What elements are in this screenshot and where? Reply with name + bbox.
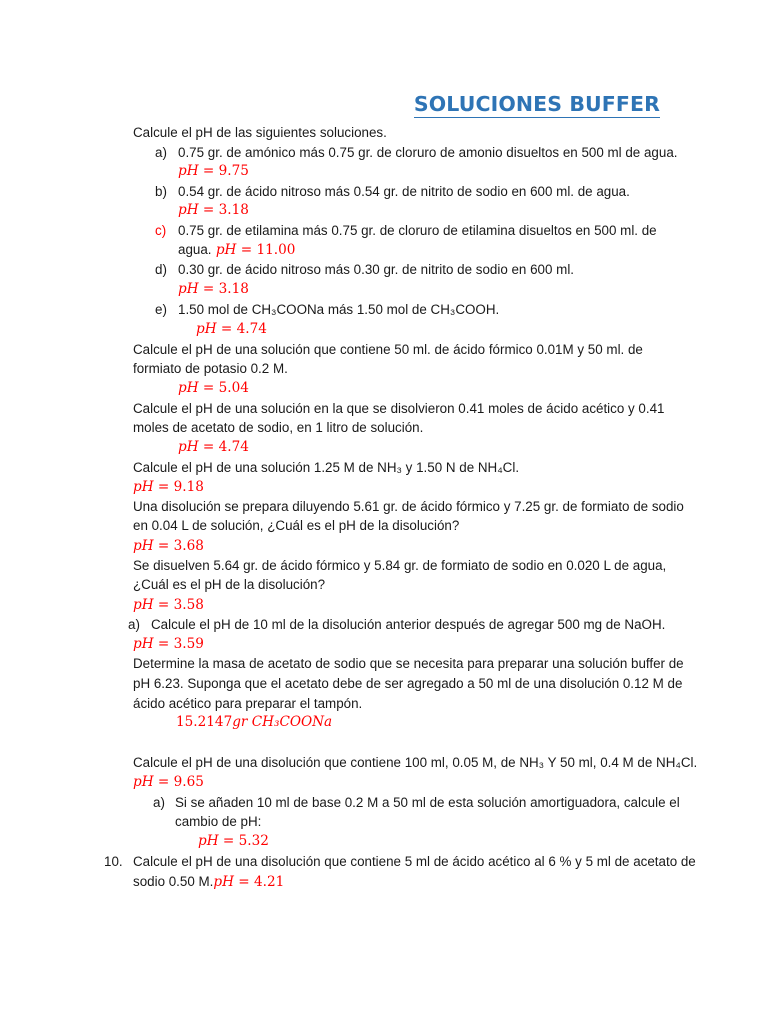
q6a-answer-value: = 3.59: [157, 636, 204, 652]
q7-line3: ácido acético para preparar el tampón.: [133, 696, 363, 711]
q1a-answer-var: pH: [178, 163, 199, 179]
q2-answer: [178, 379, 249, 398]
q1e-answer-var: pH: [196, 321, 217, 337]
q1c-answer-var: pH: [215, 242, 237, 258]
q5-line2: en 0.04 L de solución, ¿Cuál es el pH de la disolución?: [133, 518, 460, 533]
q8-answer-value: = 9.65: [157, 774, 204, 790]
q1d-answer: [178, 280, 249, 299]
q5-answer-var: pH: [133, 538, 154, 554]
q8-line1: Calcule el pH de una disolución que contiene 100 ml, 0.05 M, de NH₃ Y 50 ml, 0.4 M de NH₄Cl.: [133, 755, 698, 770]
q1d-answer-value: = 3.18: [202, 281, 249, 297]
q10-line2-text: sodio 0.50 M.: [133, 874, 214, 889]
q6a-text: Calcule el pH de 10 ml de la disolución anterior después de agregar 500 mg de NaOH.: [151, 617, 666, 632]
q7-line2: pH 6.23. Suponga que el acetato debe de ser agregado a 50 ml de una disolución 0.12 M de: [133, 676, 683, 691]
q6a-label: a): [128, 617, 140, 632]
q7-answer: [176, 713, 332, 732]
q4-line1: Calcule el pH de una solución 1.25 M de NH₃ y 1.50 N de NH₄Cl.: [133, 460, 520, 475]
q2-answer-value: = 5.04: [202, 380, 249, 396]
q3-answer-var: pH: [178, 439, 199, 455]
q1e-answer: [196, 320, 267, 339]
q2-line2: formiato de potasio 0.2 M.: [133, 361, 288, 376]
q5-answer: [133, 537, 204, 556]
q1d-answer-var: pH: [178, 281, 199, 297]
q1b-answer-var: pH: [178, 202, 199, 218]
q8-answer-var: pH: [133, 774, 154, 790]
q1b-answer: [178, 201, 249, 220]
q1e-answer-value: = 4.74: [220, 321, 267, 337]
q1c-answer-value: = 11.00: [240, 242, 296, 258]
q1e-label: e): [155, 302, 167, 317]
q10-answer-value: = 4.21: [238, 874, 285, 890]
q1a-answer-value: = 9.75: [202, 163, 249, 179]
q6-line2: ¿Cuál es el pH de la disolución?: [133, 577, 326, 592]
q8a-line2: cambio de pH:: [175, 814, 262, 829]
q6-line1: Se disuelven 5.64 gr. de ácido fórmico y 5.84 gr. de formiato de sodio en 0.020 L de agua,: [133, 558, 667, 573]
q1a-label: a): [155, 145, 167, 160]
document-title: SOLUCIONES BUFFER: [413, 92, 660, 116]
q6-answer-value: = 3.58: [157, 597, 204, 613]
q6a-answer: [133, 635, 204, 654]
q1c-answer: [212, 242, 296, 258]
q10-line1: Calcule el pH de una disolución que contiene 5 ml de ácido acético al 6 % y 5 ml de acetato de: [133, 854, 696, 869]
q1-stem: Calcule el pH de las siguientes soluciones.: [133, 125, 387, 140]
q10-answer: [213, 874, 284, 890]
q3-answer-value: = 4.74: [202, 439, 249, 455]
q1a-text: 0.75 gr. de amónico más 0.75 gr. de cloruro de amonio disueltos en 500 ml de agua.: [178, 145, 678, 160]
q1b-answer-value: = 3.18: [202, 202, 249, 218]
q5-answer-value: = 3.68: [157, 538, 204, 554]
q7-answer-number: 15.2147: [176, 714, 233, 730]
q1c-label: c): [155, 223, 167, 238]
q5-line1: Una disolución se prepara diluyendo 5.61 gr. de ácido fórmico y 7.25 gr. de formiato de sodio: [133, 499, 684, 514]
q4-answer-value: = 9.18: [157, 479, 204, 495]
q7-answer-formula: CH₃COONa: [251, 714, 333, 730]
q1c-text-line2-text: agua.: [178, 242, 212, 257]
q1d-text: 0.30 gr. de ácido nitroso más 0.30 gr. de nitrito de sodio en 600 ml.: [178, 262, 575, 277]
q1b-label: b): [155, 184, 167, 199]
q8a-label: a): [153, 795, 165, 810]
q6-answer-var: pH: [133, 597, 154, 613]
q4-answer-var: pH: [133, 479, 154, 495]
q10-answer-var: pH: [213, 874, 234, 890]
q3-line1: Calcule el pH de una solución en la que se disolvieron 0.41 moles de ácido acético y 0.41: [133, 401, 665, 416]
q1d-label: d): [155, 262, 167, 277]
q3-line2: moles de acetato de sodio, en 1 litro de solución.: [133, 420, 424, 435]
q10-number: 10.: [104, 854, 123, 869]
q1e-text: 1.50 mol de CH₃COONa más 1.50 mol de CH₃COOH.: [178, 302, 500, 317]
q1b-text: 0.54 gr. de ácido nitroso más 0.54 gr. de nitrito de sodio en 600 ml. de agua.: [178, 184, 630, 199]
q7-answer-unit: gr: [232, 714, 248, 730]
q6-answer: [133, 596, 204, 615]
q1c-text-line1: 0.75 gr. de etilamina más 0.75 gr. de cloruro de etilamina disueltos en 500 ml. de: [178, 223, 657, 238]
q2-line1: Calcule el pH de una solución que contiene 50 ml. de ácido fórmico 0.01M y 50 ml. de: [133, 342, 643, 357]
q8a-answer: [198, 832, 269, 851]
q6a-answer-var: pH: [133, 636, 154, 652]
q7-line1: Determine la masa de acetato de sodio que se necesita para preparar una solución buffer de: [133, 656, 684, 671]
q2-answer-var: pH: [178, 380, 199, 396]
q1c-text-line2: [178, 240, 295, 260]
q8a-line1: Si se añaden 10 ml de base 0.2 M a 50 ml de esta solución amortiguadora, calcule el: [175, 795, 680, 810]
q8a-answer-value: = 5.32: [222, 833, 269, 849]
q4-answer: [133, 478, 204, 497]
q10-line2: [133, 872, 284, 892]
q3-answer: [178, 438, 249, 457]
q8-answer: [133, 773, 204, 792]
q8a-answer-var: pH: [198, 833, 219, 849]
q1a-answer: [178, 162, 249, 181]
